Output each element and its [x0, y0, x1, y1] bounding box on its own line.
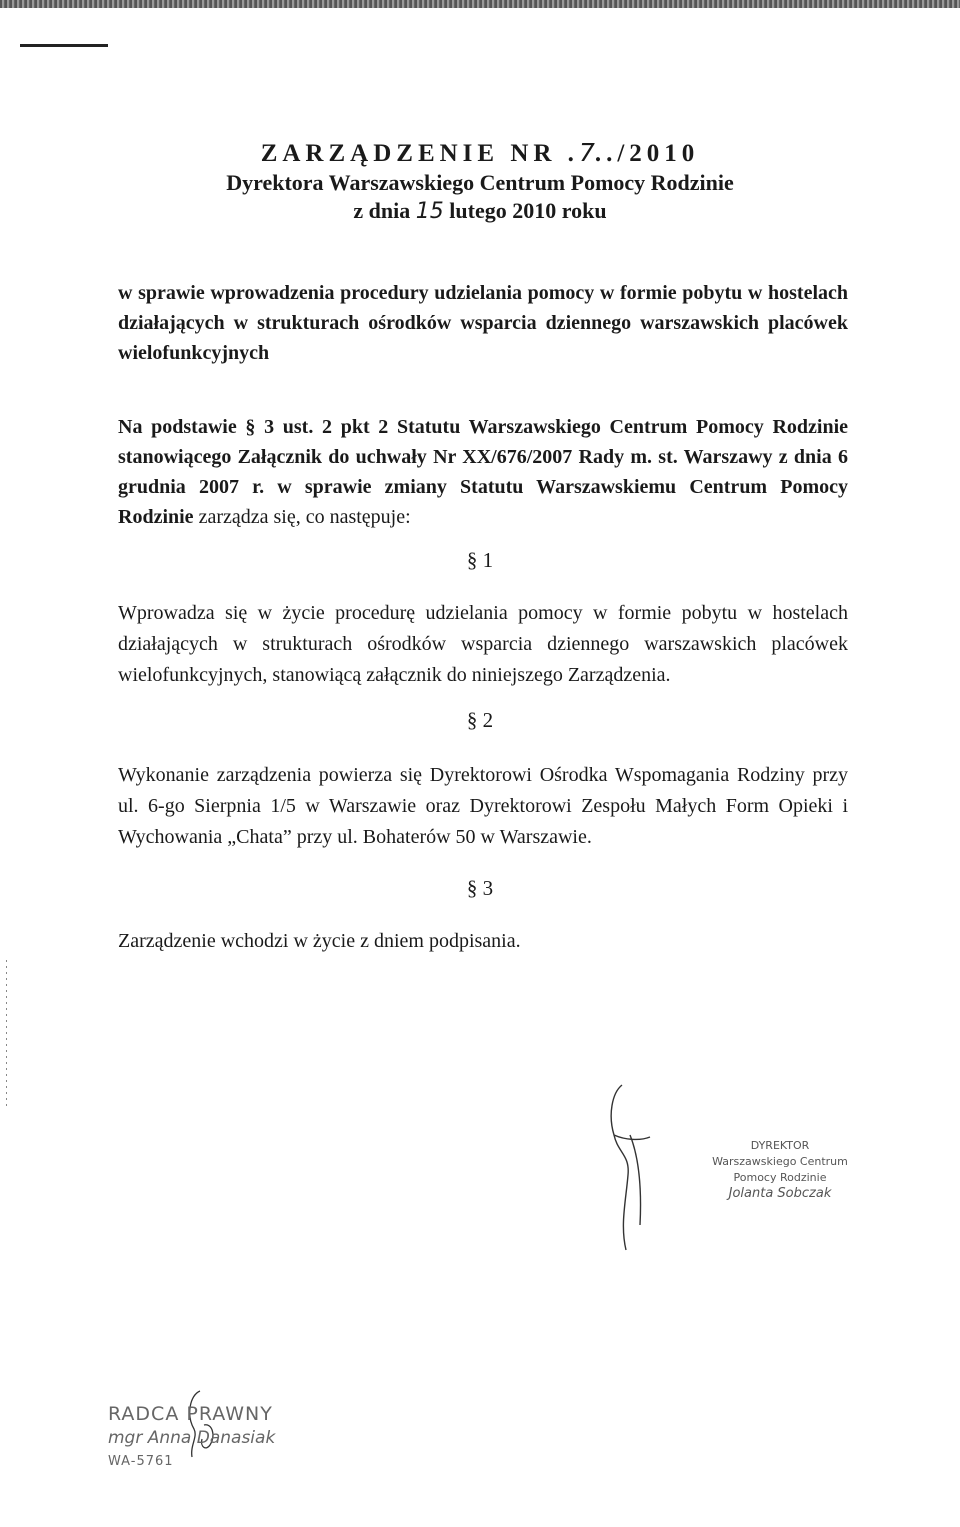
legal-counsel-stamp	[108, 1402, 308, 1474]
scan-artifact-dots	[6, 960, 7, 1110]
legal-counsel-stamp-title: RADCA PRAWNY	[108, 1403, 273, 1425]
section-heading-3: § 3	[466, 876, 494, 900]
director-stamp-org: Warszawskiego Centrum Pomocy Rodzinie	[712, 1155, 848, 1184]
scan-top-edge	[0, 0, 960, 8]
legal-counsel-stamp-number: WA-5761	[108, 1454, 174, 1469]
handwritten-number: 7	[578, 138, 595, 167]
director-stamp-title: DYREKTOR	[750, 1139, 810, 1152]
document-issuer: Dyrektora Warszawskiego Centrum Pomocy Rodzinie	[226, 170, 734, 195]
legal-basis: Na podstawie § 3 ust. 2 pkt 2 Statutu Warszawskiego Centrum Pomocy Rodzinie stanowiącego Załącznik do uchwały Nr XX/676/2007 Rady m. st. Warszawy z dnia 6 grudnia 2007 r. w sprawie zmiany Statutu Warszawskiemu Centrum Pomocy Rodzinie zarządza się, co następuje:	[118, 416, 848, 528]
document-title: ZARZĄDZENIE NR .7../2010	[260, 138, 700, 167]
section-heading-1: § 1	[466, 548, 494, 572]
director-stamp	[690, 1138, 870, 1202]
document-subject: w sprawie wprowadzenia procedury udzielania pomocy w formie pobytu w hostelach działających w strukturach ośrodków wsparcia dziennego warszawskich placówek wielofunkcyjnych	[118, 282, 848, 364]
director-signature	[590, 1075, 680, 1265]
section-text-1: Wprowadza się w życie procedurę udzielania pomocy w formie pobytu w hostelach działających w strukturach ośrodków wsparcia dziennego warszawskich placówek wielofunkcyjnych, stanowiącą załącznik do niniejszego Zarządzenia.	[118, 602, 848, 686]
director-stamp-name: Jolanta Sobczak	[728, 1186, 832, 1201]
section-text-3: Zarządzenie wchodzi w życie z dniem podpisania.	[118, 930, 521, 952]
section-text-2: Wykonanie zarządzenia powierza się Dyrektorowi Ośrodka Wspomagania Rodziny przy ul. 6-go Sierpnia 1/5 w Warszawie oraz Dyrektorowi Zespołu Małych Form Opieki i Wychowania „Chata” przy ul. Bohaterów 50 w Warszawie.	[118, 764, 848, 848]
section-heading-2: § 2	[466, 708, 494, 732]
legal-counsel-stamp-name: mgr Anna Danasiak	[108, 1428, 276, 1448]
document-date: z dnia 15 lutego 2010 roku	[353, 198, 607, 224]
handwritten-day: 15	[415, 199, 444, 224]
scan-artifact-mark	[20, 44, 108, 47]
